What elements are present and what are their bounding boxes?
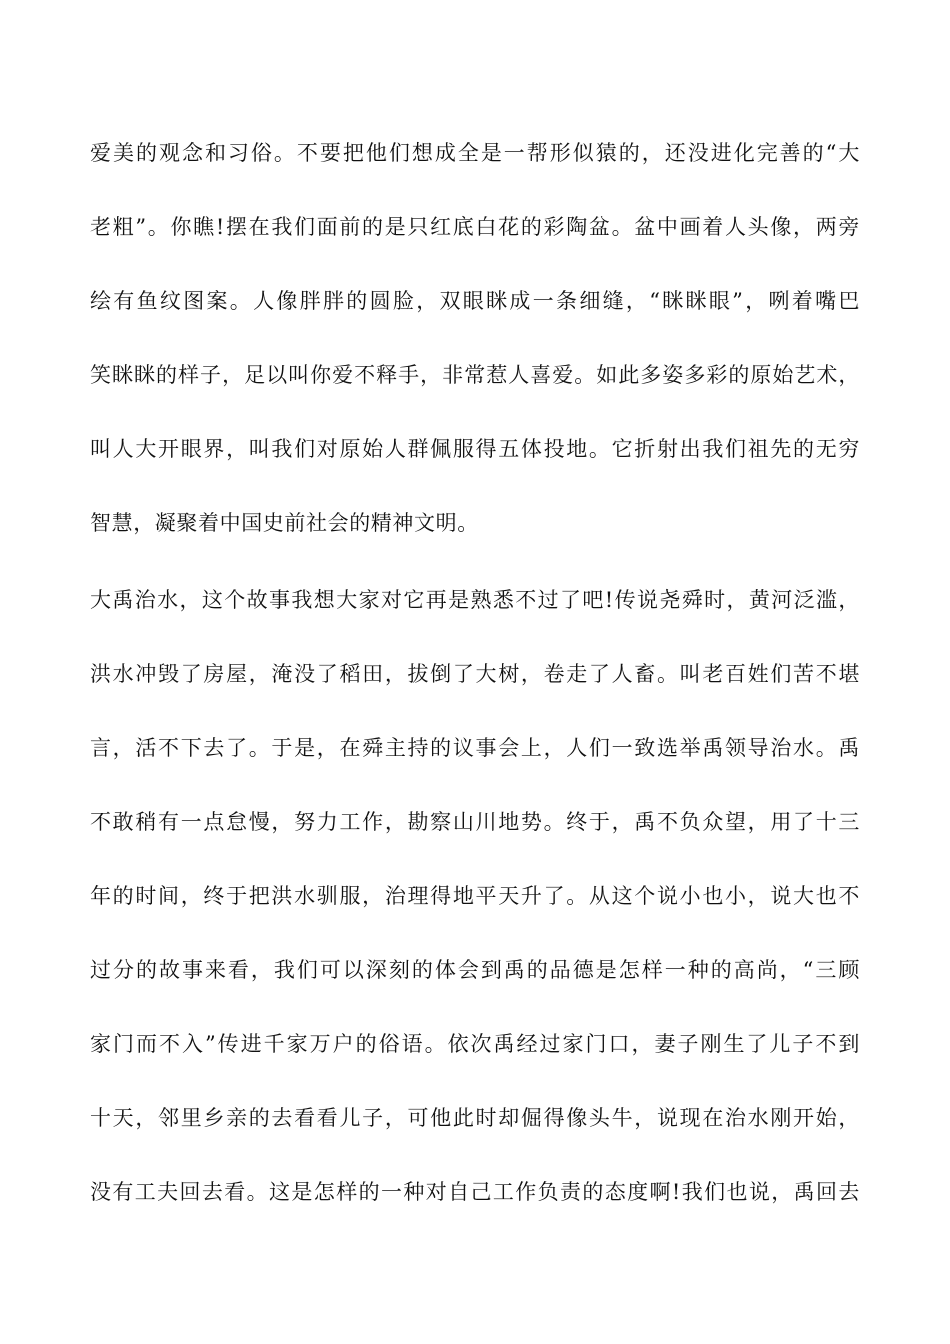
text-line: 十天，邻里乡亲的去看看儿子，可他此时却倔得像头牛，说现在治水刚开始，: [90, 1106, 860, 1130]
text-line: 家门而不入”传进千家万户的俗语。依次禹经过家门口，妻子刚生了儿子不到: [90, 1032, 860, 1056]
text-line: 洪水冲毁了房屋，淹没了稻田，拔倒了大树，卷走了人畜。叫老百姓们苦不堪: [90, 662, 860, 686]
text-line: 爱美的观念和习俗。不要把他们想成全是一帮形似猿的，还没进化完善的“大: [90, 141, 860, 165]
text-line: 绘有鱼纹图案。人像胖胖的圆脸，双眼眯成一条细缝，“眯眯眼”，咧着嘴巴: [90, 289, 860, 313]
text-line: 过分的故事来看，我们可以深刻的体会到禹的品德是怎样一种的高尚，“三顾: [90, 958, 860, 982]
text-line: 没有工夫回去看。这是怎样的一种对自己工作负责的态度啊!我们也说，禹回去: [90, 1180, 860, 1204]
text-line: 大禹治水，这个故事我想大家对它再是熟悉不过了吧!传说尧舜时，黄河泛滥，: [90, 588, 860, 612]
text-line: 不敢稍有一点怠慢，努力工作，勘察山川地势。终于，禹不负众望，用了十三: [90, 810, 860, 834]
text-line: 老粗”。你瞧!摆在我们面前的是只红底白花的彩陶盆。盆中画着人头像，两旁: [90, 215, 860, 239]
text-line: 智慧，凝聚着中国史前社会的精神文明。: [90, 511, 479, 535]
text-line: 年的时间，终于把洪水驯服，治理得地平天升了。从这个说小也小，说大也不: [90, 884, 860, 908]
text-line: 言，活不下去了。于是，在舜主持的议事会上，人们一致选举禹领导治水。禹: [90, 736, 860, 760]
text-line: 叫人大开眼界，叫我们对原始人群佩服得五体投地。它折射出我们祖先的无穷: [90, 437, 860, 461]
text-line: 笑眯眯的样子，足以叫你爱不释手，非常惹人喜爱。如此多姿多彩的原始艺术，: [90, 363, 860, 387]
